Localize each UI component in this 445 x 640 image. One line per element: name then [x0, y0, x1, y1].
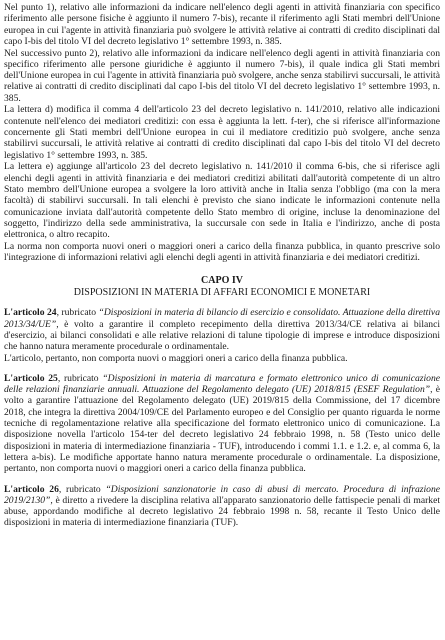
article-26-title: “Disposizioni sanzionatorie in caso di abusi di mercato. Procedura di infrazione 2019/2130”: [4, 483, 441, 506]
article-26-name: L'articolo 26: [4, 483, 59, 495]
chapter-title: DISPOSIZIONI IN MATERIA DI AFFARI ECONOMICI E MONETARI: [73, 287, 371, 299]
article-26: [4, 484, 440, 529]
article-25-title: “Disposizioni in materia di marcatura e formato elettronico unico di comunicazione delle relazioni finanziarie annuali. Attuazione del Regolamento delegato (UE) 2018/815 (ESEF Regulation”: [4, 372, 440, 396]
article-24-title: “Disposizioni in materia di bilancio di esercizio e consolidato. Attuazione della direttiva 2013/34/UE”: [4, 307, 440, 330]
paragraph-norma: La norma non comporta nuovi oneri o maggiori oneri a carico della finanza pubblica, in quanto prescrive solo l'integrazione di informazioni relativi agli elenchi degli agenti in attività finanziaria e dei mediatori creditizi.: [4, 240, 440, 264]
paragraph-punto-2: Nel successivo punto 2), relativo alle informazioni da indicare nell'elenco degli agenti in attività finanziaria con specifico riferimento alle persone giuridiche è aggiunto il numero 7-bis), il quale indica gli Stati membri dell'Unione europea in cui l'agente in attività finanziaria può svolgere, anche senza stabilirvi succursali, le attività relative ai contratti di credito disciplinati dal capo I-bis del titolo VI del decreto legislativo 1° settembre 1993, n. 385.: [4, 47, 440, 104]
article-24-name: L'articolo 24: [4, 307, 57, 319]
article-26-body: , è diretto a rivedere la disciplina relativa all'apparato sanzionatorio delle fattispecie penali di market abuse, appordando modifiche al decreto legislativo 24 febbraio 1998 n. 58, recante il Testo Unico delle disposizioni in materia di intermediazione finanziaria (TUF).: [4, 494, 440, 529]
article-24: [4, 307, 440, 363]
article-25-body: , è volto a garantire l'attuazione del Regolamento delegato (UE) 2019/815 della Commissione, del 17 dicembre 2018, che integra la direttiva 2004/109/CE del Parlamento europeo e del Consiglio per quanto riguarda le norme tecniche di regolamentazione relative alla specificazione del formato elettronico unico di comunicazione. La disposizione novella l'articolo 154-ter del decreto legislativo 24 febbraio 1998, n. 58 (Testo unico delle disposizioni in materia di intermediazione finanziaria - TUF), introducendo i commi 1.1. e 1.2. e, al comma 6, la lettera a-bis). Le modifiche apportate hanno natura meramente procedurale o ordinamentale. La disposizione, pertanto, non comporta nuovi o maggiori oneri a carico della finanza pubblica.: [4, 384, 440, 475]
chapter-heading: [4, 275, 440, 299]
article-25-pre: , rubricato: [57, 372, 103, 384]
paragraph-lettera-d: La lettera d) modifica il comma 4 dell'articolo 23 del decreto legislativo n. 141/2010, relativo alle indicazioni contenute nell'elenco dei mediatori creditizi: con essa è aggiunta la lett. f-ter), che si riferisce all'informazione concernente gli Stati membri dell'Unione europea in cui il mediatore creditizio può svolgere, anche senza stabilirvi succursali, le attività relative ai contratti di credito disciplinati dal capo I-bis del titolo VI del decreto legislativo 1° settembre 1993, n. 385.: [4, 104, 440, 161]
chapter-number: CAPO IV: [201, 275, 243, 287]
article-24-pre: , rubricato: [56, 307, 99, 319]
paragraph-lettera-e: La lettera e) aggiunge all'articolo 23 del decreto legislativo n. 141/2010 il comma 6-bis, che si riferisce agli elenchi degli agenti in attività finanziaria e dei mediatori creditizi abilitati dall'autorità competente di un altro Stato membro dell'Unione europea a svolgere la loro attività anche in Italia senza l'obbligo (ma con la mera facoltà) di stabilirvi succursali. In tali elenchi è previsto che siano indicate le informazioni contenute nella comunicazione inviata dall'autorità competente dello Stato membro di origine, incluse la denominazione del soggetto, l'indirizzo della sede amministrativa, la succursale con sede in Italia e l'indirizzo, anche di posta elettronica, o altro recapito.: [4, 161, 440, 241]
document-page: [4, 2, 440, 538]
article-26-pre: , rubricato: [58, 483, 106, 495]
article-25-name: L'articolo 25: [4, 372, 58, 384]
article-25: [4, 373, 440, 475]
paragraph-punto-1: Nel punto 1), relativo alle informazioni da indicare nell'elenco degli agenti in attività finanziaria con specifico riferimento alle persone fisiche è aggiunto il numero 7-bis), recante il riferimento agli Stati membri dell'Unione europea in cui l'agente in attività finanziaria può svolgere le attività relative ai contratti di credito disciplinati dal capo I-bis del titolo VI del decreto legislativo 1° settembre 1993, n. 385.: [4, 2, 440, 47]
article-24-closing: L'articolo, pertanto, non comporta nuovi o maggiori oneri a carico della finanza pubblica.: [4, 352, 348, 364]
article-24-body: , è volto a garantire il completo recepimento della direttiva 2013/34/CE relativa ai bilanci d'esercizio, ai bilanci consolidati e alle relative relazioni di talune tipologie di imprese e introduce disposizioni che hanno natura meramente procedurale o ordinamentale.: [4, 318, 440, 353]
